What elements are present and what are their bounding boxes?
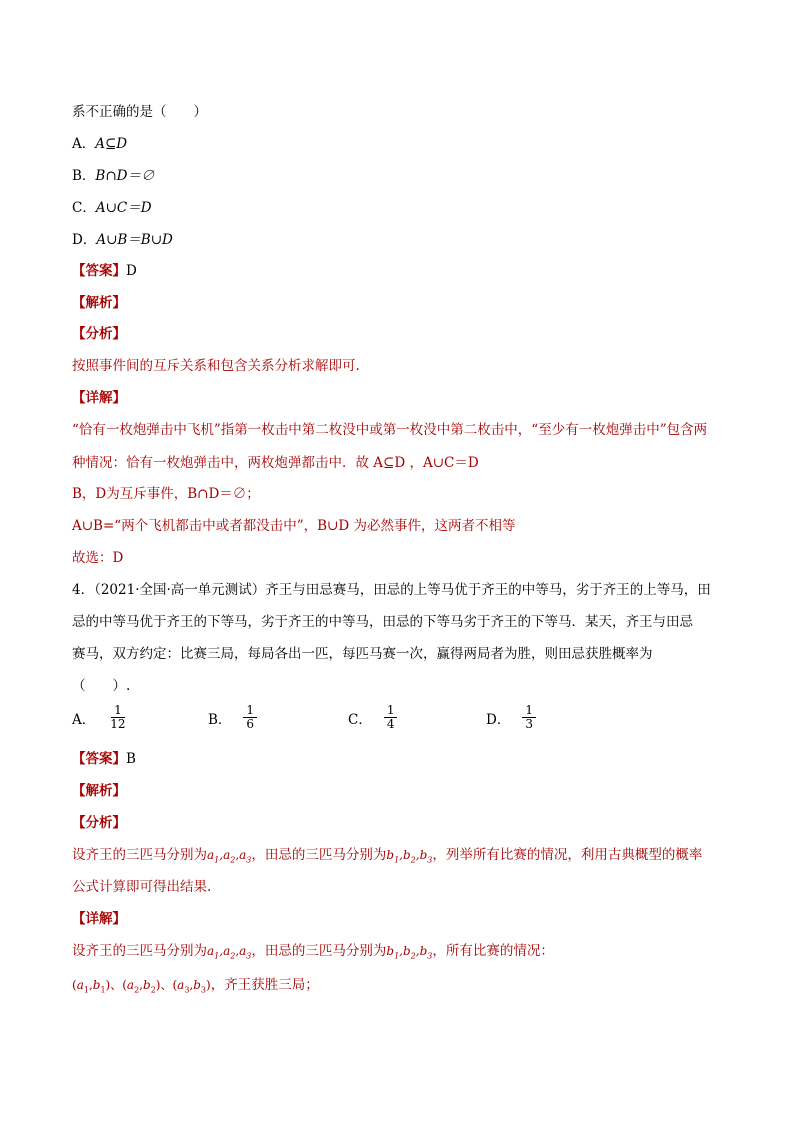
q4-fenxi-line: 公式计算即可得出结果. xyxy=(72,879,212,895)
q4-stem-line: 赛马，双方约定：比赛三局，每局各出一匹，每匹马赛一次，赢得两局者为胜，则田忌获胜概率为 xyxy=(72,646,653,662)
q4-fenxi-tag: 【分析】 xyxy=(72,815,126,831)
q4-detail-tag: 【详解】 xyxy=(72,911,126,927)
q4-stem-line: 4．（2021·全国·高一单元测试）齐王与田忌赛马，田忌的上等马优于齐王的中等马，劣于齐王的上等马，田 xyxy=(72,582,711,598)
fraction: $\frac{1}{4}$ xyxy=(384,704,398,731)
answer-value: B xyxy=(126,751,136,767)
q4-detail-line: $(a_1,b_1)$、$(a_2,b_2)$、$(a_3,b_3)$，齐王获胜三局； xyxy=(72,977,319,995)
q3-detail-line: B，D为互斥事件，B∩D＝∅； xyxy=(72,486,260,502)
q3-detail-line: A∪B=“两个飞机都击中或者都没击中”，B∪D 为必然事件，这两者不相等 xyxy=(72,518,516,534)
q4-fenxi-line: 设齐王的三匹马分别为$a_1,a_2,a_3$，田忌的三匹马分别为$b_1,b_2,b_3$，列举所有比赛的情况，利用古典概型的概率 xyxy=(72,847,703,865)
q3-answer xyxy=(72,262,137,280)
q3-fenxi-text: 按照事件间的互斥关系和包含关系分析求解即可. xyxy=(72,358,360,374)
answer-value: D xyxy=(126,263,137,279)
q4-detail-line: 设齐王的三匹马分别为$a_1,a_2,a_3$，田忌的三匹马分别为$b_1,b_2,b_3$，所有比赛的情况： xyxy=(72,943,554,961)
q4-analysis-tag: 【解析】 xyxy=(72,783,126,799)
q3-detail-tag: 【详解】 xyxy=(72,390,126,406)
answer-tag: 【答案】 xyxy=(72,751,126,767)
q3-option-d: D．A∪B＝B∪D xyxy=(72,232,173,248)
q3-detail-line: 种情况：恰有一枚炮弹击中，两枚炮弹都击中．故 A⊆D ，A∪C＝D xyxy=(72,455,479,471)
answer-tag: 【答案】 xyxy=(72,263,126,279)
fraction: $\frac{1}{12}$ xyxy=(110,703,126,731)
q3-detail-line: “恰有一枚炮弹击中飞机”指第一枚击中第二枚没中或第一枚没中第二枚击中，“至少有一枚炮弹击中”包含两 xyxy=(72,422,708,438)
fraction: $\frac{1}{6}$ xyxy=(243,704,257,731)
q4-option-d: D． $\frac{1}{3}$ xyxy=(486,704,538,731)
q3-option-a: A．A⊆D xyxy=(72,136,128,152)
q4-stem-line: 忌的中等马优于齐王的下等马，劣于齐王的中等马，田忌的下等马劣于齐王的下等马．某天，齐王与田忌 xyxy=(72,614,693,630)
q3-option-b: B．B∩D＝∅ xyxy=(72,168,155,184)
q4-option-c: C． $\frac{1}{4}$ xyxy=(348,704,399,731)
q4-answer xyxy=(72,750,136,768)
q4-stem-line: （ ）. xyxy=(72,678,131,694)
q4-option-a: A． $\frac{1}{12}$ xyxy=(72,704,131,731)
fraction: $\frac{1}{3}$ xyxy=(522,704,536,731)
q3-stem-tail: 系不正确的是（ ） xyxy=(72,104,207,120)
q3-fenxi-tag: 【分析】 xyxy=(72,326,126,342)
q4-option-b: B． $\frac{1}{6}$ xyxy=(208,704,259,731)
q3-option-c: C．A∪C＝D xyxy=(72,200,152,216)
q3-detail-line: 故选：D xyxy=(72,550,124,566)
q3-analysis-tag: 【解析】 xyxy=(72,295,126,311)
